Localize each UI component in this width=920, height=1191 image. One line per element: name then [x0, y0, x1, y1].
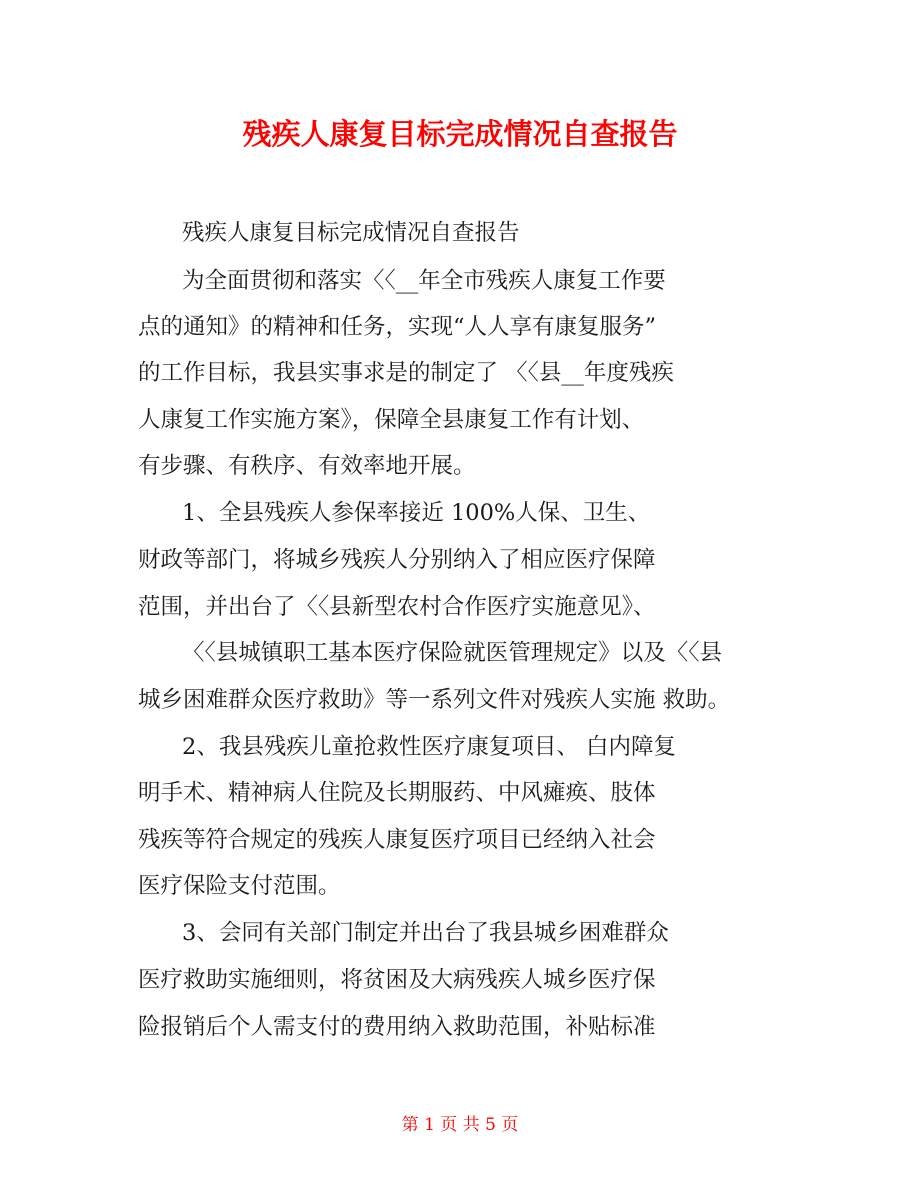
body-line: 医疗救助实施细则，将贫困及大病残疾人城乡医疗保 — [138, 967, 656, 993]
body-line: 3、会同有关部门制定并出台了我县城乡困难群众 — [182, 920, 669, 946]
body-line: 人康复工作实施方案》，保障全县康复工作有计划、 — [138, 407, 645, 433]
body-line: 财政等部门，将城乡残疾人分别纳入了相应医疗保障 — [138, 547, 656, 573]
body-line: 的工作目标，我县实事求是的制定了 〈〈县__年度残疾 — [138, 360, 674, 386]
body-line: 范围，并出台了〈〈县新型农村合作医疗实施意见》、 — [138, 594, 656, 620]
body-line: 有步骤、有秩序、有效率地开展。 — [138, 453, 476, 479]
body-line: 2、我县残疾儿童抢救性医疗康复项目、 白内障复 — [182, 734, 676, 760]
body-line: 医疗保险支付范围。 — [138, 873, 341, 899]
body-line: 残疾等符合规定的残疾人康复医疗项目已经纳入社会 — [138, 827, 656, 853]
body-line: 险报销后个人需支付的费用纳入救助范围，补贴标准 — [138, 1014, 656, 1040]
page-number: 第 1 页 共 5 页 — [401, 1115, 519, 1135]
body-line: 〈〈县城镇职工基本医疗保险就医管理规定》以及〈〈县 — [182, 640, 723, 666]
body-line: 明手术、精神病人住院及长期服药、中风瘫痪、肢体 — [138, 780, 656, 806]
body-line: 为全面贯彻和落实〈〈__年全市残疾人康复工作要 — [182, 268, 666, 294]
body-line: 点的通知》的精神和任务，实现“人人享有康复服务” — [138, 314, 657, 340]
body-line: 城乡困难群众医疗救助》等一系列文件对残疾人实施 救助。 — [138, 687, 731, 713]
body-line: 1、全县残疾人参保率接近 100%人保、卫生、 — [182, 500, 651, 526]
body-line: 残疾人康复目标完成情况自查报告 — [182, 220, 520, 246]
document-title: 残疾人康复目标完成情况自查报告 — [242, 117, 678, 151]
